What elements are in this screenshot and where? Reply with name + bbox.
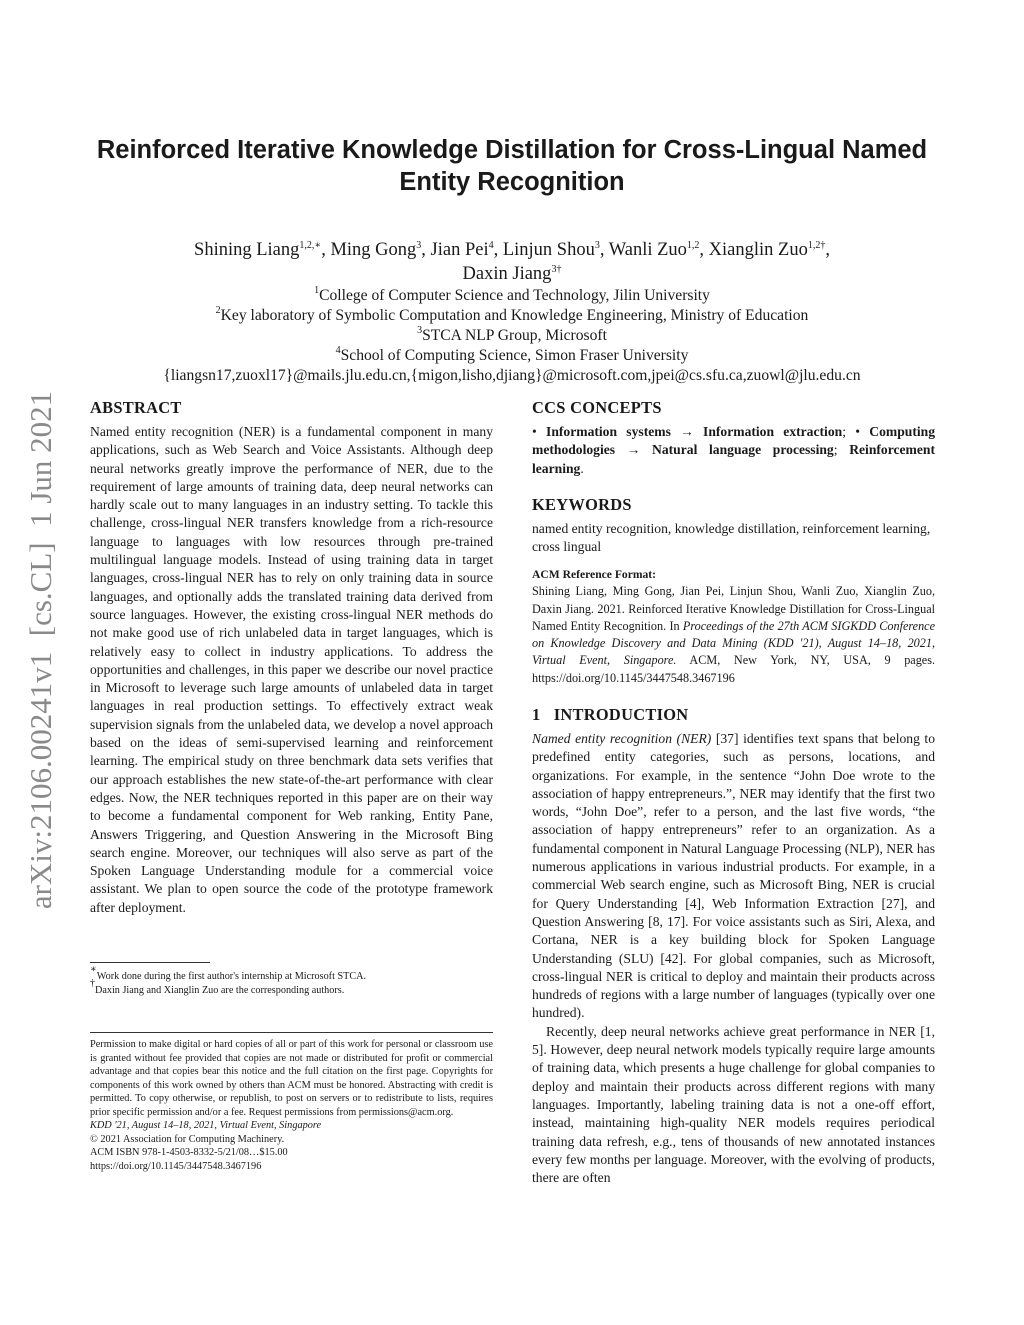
author-affiliation-mark: 1,2†: [807, 240, 826, 251]
author-emails: {liangsn17,zuoxl17}@mails.jlu.edu.cn,{migon,lisho,djiang}@microsoft.com,jpei@cs.sfu.ca,zuowl@jlu.edu.cn: [163, 367, 861, 384]
acm-reference-tail: ACM, New York, NY, USA, 9 pages. https://doi.org/10.1145/3447548.3467196: [532, 653, 935, 685]
keywords-heading: KEYWORDS: [532, 495, 632, 514]
author-affiliation-mark: 3: [416, 240, 422, 251]
footnote-rule: [90, 962, 210, 963]
isbn-line: ACM ISBN 978-1-4503-8332-5/21/08…$15.00: [90, 1147, 288, 1158]
author-list: Shining Liang$^{1,2,∗}$, Ming Gong$^3$, Jian Pei$^4$, Linjun Shou$^3$, Wanli Zuo$^{1,2}$, Xianglin Zuo$^{1,2\dagger}$, Daxin Jiang$^{3\dagger}$: [194, 240, 830, 284]
ccs-item-1-b: Information extraction: [703, 424, 843, 439]
intro-heading: 1 INTRODUCTION: [532, 705, 689, 724]
abstract-heading: ABSTRACT: [90, 398, 182, 417]
footnote-2: †Daxin Jiang and Xianglin Zuo are the corresponding authors.: [90, 977, 345, 996]
arxiv-id: arXiv:2106.00241v1 [cs.CL] 1 Jun 2021: [23, 390, 58, 910]
ccs-item-3: Reinforcement learning: [532, 442, 935, 476]
keywords-text: named entity recognition, knowledge distillation, reinforcement learning, cross lingual: [532, 521, 931, 555]
author-affiliation-mark: 1,2: [686, 240, 700, 251]
venue-line: KDD '21, August 14–18, 2021, Virtual Event, Singapore: [90, 1120, 322, 1131]
ccs-item-2-b: Natural language processing: [652, 442, 834, 458]
intro-body: [532, 730, 935, 1187]
affiliation-3: $^3$STCA NLP Group, Microsoft: [417, 325, 607, 344]
ccs-heading: CCS CONCEPTS: [532, 398, 662, 417]
permission-rule: [90, 1032, 493, 1033]
author-name: Daxin Jiang: [462, 264, 552, 284]
ccs-item-2-a: Computing methodologies: [532, 424, 935, 458]
author-name: Linjun Shou: [502, 240, 595, 260]
ccs-concepts: • Information systems → Information extraction; • Computing methodologies → Natural language processing; Reinforcement learning.: [532, 424, 935, 476]
acm-reference-proceedings: Proceedings of the 27th ACM SIGKDD Conference on Knowledge Discovery and Data Mining (KDD '21), August 14–18, 2021, Virtual Event, Singapore.: [532, 618, 935, 668]
author-name: Ming Gong: [330, 240, 417, 260]
acm-reference-heading: ACM Reference Format:: [532, 568, 657, 581]
ccs-item-1-a: Information systems: [546, 424, 671, 439]
permission-block: [90, 1038, 493, 1173]
doi-line: https://doi.org/10.1145/3447548.3467196: [90, 1160, 262, 1172]
author-affiliation-mark: 4: [488, 240, 494, 251]
footnote-1: ∗Work done during the first author's internship at Microsoft STCA.: [90, 964, 367, 982]
author-name: Wanli Zuo: [608, 240, 687, 260]
author-name: Jian Pei: [430, 240, 489, 260]
author-affiliation-mark: 3†: [551, 264, 562, 275]
intro-paragraph-2: Recently, deep neural networks achieve great performance in NER [1, 5]. However, deep neural network models typically require large amounts of training data, which presents a huge challenge for global companies to deploy and maintain their products across different regions with many languages. Importantly, labeling training data is not a one-off effort, instead, maintaining high-quality NER models requires periodical training data refresh, e.g., tens of thousands of new annotated instances every few months per language. Moreover, with the evolving of products, there are often: [532, 1023, 935, 1186]
author-name: Xianglin Zuo: [708, 240, 808, 260]
author-affiliation-mark: 1,2,∗: [299, 240, 322, 251]
acm-reference-authors: Shining Liang, Ming Gong, Jian Pei, Linjun Shou, Wanli Zuo, Xianglin Zuo, Daxin Jiang. 2021. Reinforced Iterative Knowledge Distillation for Cross-Lingual Named Entity Recognition. In: [532, 584, 935, 633]
affiliation-2: $^2$Key laboratory of Symbolic Computation and Knowledge Engineering, Ministry of Education: [215, 305, 809, 324]
intro-paragraph-1: Named entity recognition (NER) [37] identifies text spans that belong to predefined entity categories, such as persons, locations, and organizations. For example, in the sentence “John Doe wrote to the association of happy entrepreneurs.”, NER may identify that the first two words, “John Doe”, refer to a person, and the last five words, “the association of happy entrepreneurs” refer to an organization. As a fundamental component in Natural Language Processing (NLP), NER has numerous applications in various industrial products. For example, in a commercial Web search engine, such as Microsoft Bing, NER is crucial for Query Understanding [4], Web Information Extraction [27], and Question Answering [8, 17]. For voice assistants such as Siri, Alexa, and Cortana, NER is a key building block for Spoken Language Understanding (SLU) [42]. For global companies, such as Microsoft, cross-lingual NER is critical to deploy and maintain their products across hundreds of regions with a large number of languages (typically over one hundred).: [532, 731, 936, 1021]
affiliation-4: $^4$School of Computing Science, Simon Fraser University: [335, 345, 689, 364]
author-affiliation-mark: 3: [594, 240, 600, 251]
abstract-text: Named entity recognition (NER) is a fundamental component in many applications, such as Web Search and Voice Assistants. Although deep neural networks greatly improve the performance of NER, due to the requirement of large amounts of training data, deep neural networks can hardly scale out to many languages in an industry setting. To tackle this challenge, cross-lingual NER transfers knowledge from a rich-resource language to languages with low resources through pre-trained multilingual language models. Instead of using training data in target languages, cross-lingual NER has to rely on only training data in source languages, and optionally adds the translated training data derived from source languages. However, the existing cross-lingual NER methods do not make good use of rich unlabeled data in target languages, which is relatively easy to collect in industry applications. To address the opportunities and challenges, in this paper we describe our novel practice in Microsoft to leverage such large amounts of unlabeled data in target languages in real production settings. To effectively extract weak supervision signals from the unlabeled data, we develop a novel approach based on the ideas of semi-supervised learning and reinforcement learning. The empirical study on three benchmark data sets verifies that our approach establishes the new state-of-the-art performance with clear edges. Now, the NER techniques reported in this paper are on their way to become a fundamental component for Web ranking, Entity Pane, Answers Triggering, and Question Answering in the Microsoft Bing search engine. Moreover, our techniques will also serve as part of the Spoken Language Understanding module for a commercial voice assistant. We plan to open source the code of the prototype framework after deployment.: [90, 424, 493, 915]
paper-title: Reinforced Iterative Knowledge Distillation for Cross-Lingual Named Entity Recognition: [96, 136, 928, 196]
arxiv-stamp: [18, 370, 64, 930]
affiliation-list: [90, 286, 934, 386]
acm-reference: [532, 566, 935, 687]
affiliation-1: $^1$College of Computer Science and Technology, Jilin University: [314, 285, 710, 304]
copyright-line: © 2021 Association for Computing Machinery.: [90, 1133, 285, 1145]
footnote-list: [90, 964, 493, 997]
permission-text: Permission to make digital or hard copies of all or part of this work for personal or classroom use is granted without fee provided that copies are not made or distributed for profit or commercial advantage and that copies bear this notice and the full citation on the first page. Copyrights for components of this work owned by others than ACM must be honored. Abstracting with credit is permitted. To copy otherwise, or republish, to post on servers or to redistribute to lists, requires prior specific permission and/or a fee. Request permissions from permissions@acm.org.: [90, 1039, 493, 1118]
author-name: Shining Liang: [194, 240, 300, 260]
